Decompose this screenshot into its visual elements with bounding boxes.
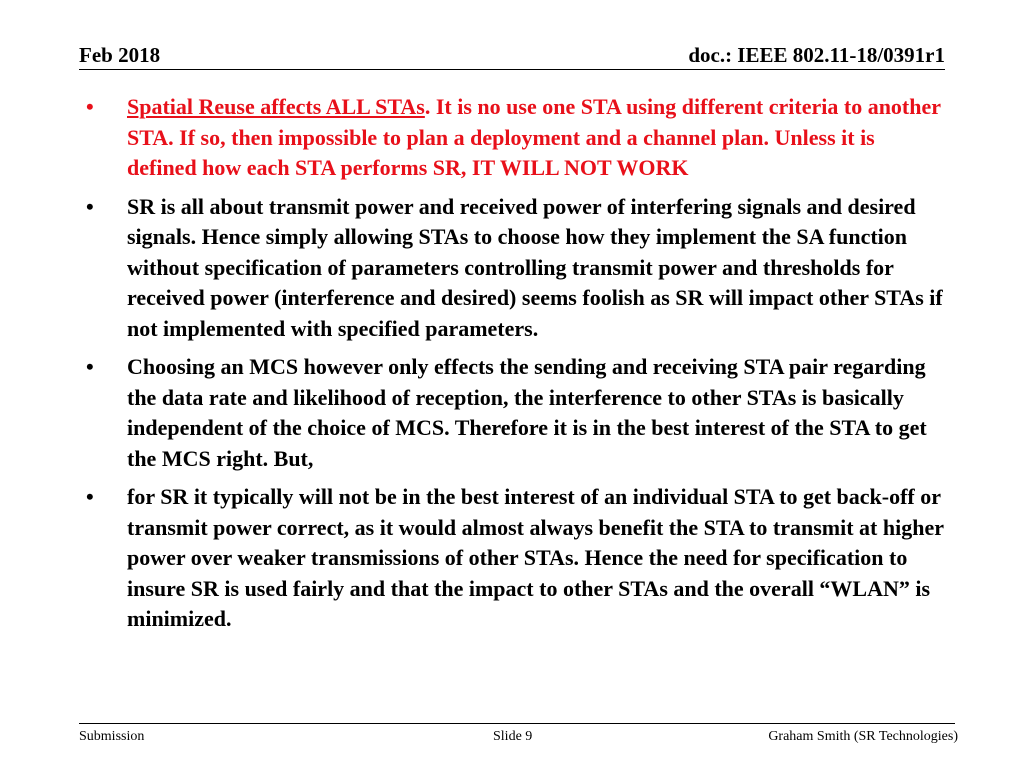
bullet-item-sr-fairness <box>86 482 946 635</box>
bullet-mark: • <box>86 193 94 219</box>
bullet-item-mcs <box>86 352 946 474</box>
bullet-lead-text: Spatial Reuse affects ALL STAs <box>127 94 425 119</box>
footer-divider <box>79 723 955 724</box>
bullet-mark: • <box>86 94 94 119</box>
bullet-item-spatial-reuse <box>86 92 946 184</box>
bullet-mark: • <box>86 484 94 509</box>
bullet-text: Choosing an MCS however only effects the sending and receiving STA pair regarding the data rate and likelihood of reception, the interference to other STAs is basically independent of the choice of MCS. Therefore it is in the best interest of the STA to get the MCS right. But, <box>127 354 927 471</box>
slide-body-list <box>86 92 946 643</box>
bullet-text: . It is no use one STA using different criteria to another STA. If so, then impossible to plan a deployment and a channel plan. Unless it is defined how each STA performs SR, IT WILL NOT WORK <box>127 94 941 180</box>
footer-submission: Submission <box>79 729 145 744</box>
bullet-text: for SR it typically will not be in the best interest of an individual STA to get back-off or transmit power correct, as it would almost always benefit the STA to transmit at higher power over weaker transmissions of other STAs. Hence the need for specification to insure SR is used fairly and that the impact to other STAs and the overall “WLAN” is minimized. <box>127 484 944 631</box>
footer-author: Graham Smith (SR Technologies) <box>768 729 958 744</box>
header-date: Feb 2018 <box>79 43 161 67</box>
bullet-text: SR is all about transmit power and received power of interfering signals and desired signals. Hence simply allowing STAs to choose how they implement the SA function without specification of parameters controlling transmit power and thresholds for received power (interference and desired) seems foolish as SR will impact other STAs if not implemented with specified parameters. <box>127 193 943 341</box>
bullet-item-sr-power <box>86 192 946 345</box>
header-doc-id: doc.: IEEE 802.11-18/0391r1 <box>688 43 945 67</box>
header-divider <box>79 69 945 70</box>
footer-slide-number: Slide 9 <box>493 729 533 744</box>
bullet-mark: • <box>86 354 94 379</box>
